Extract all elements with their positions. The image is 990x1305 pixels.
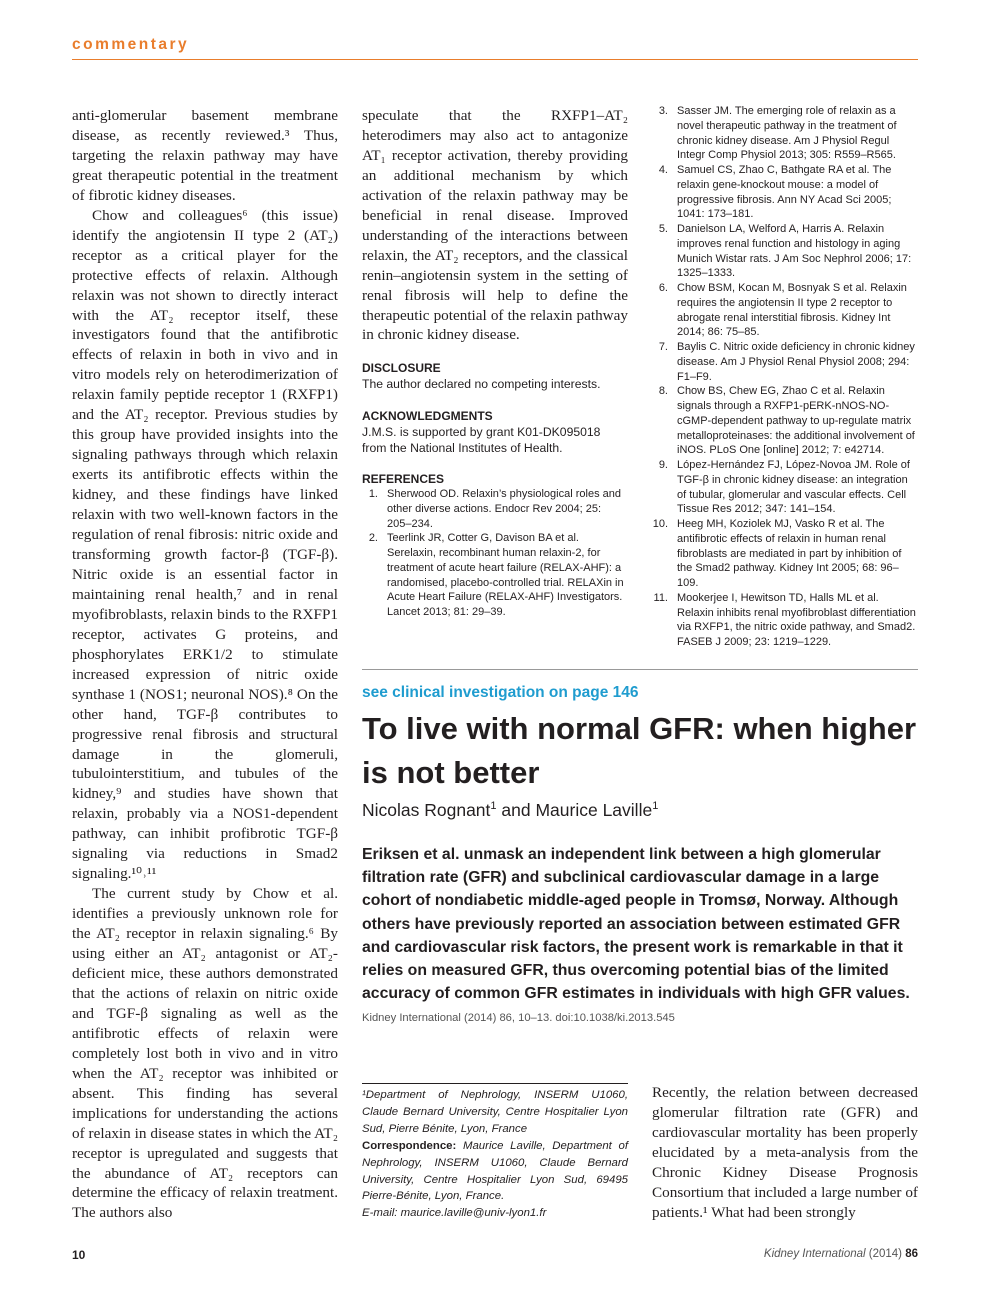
affiliation-rule xyxy=(362,1083,628,1084)
correspondence-email[interactable]: E-mail: maurice.laville@univ-lyon1.fr xyxy=(362,1207,547,1220)
reference-item: 11. Mookerjee I, Hewitson TD, Halls ML et al. Relaxin inhibits renal myofibroblast differentiation via RXFP1, the nitric oxide pathway, and Smad2. FASEB J 2009; 23: 1219–1229. xyxy=(653,591,916,648)
references-list-b xyxy=(652,104,918,650)
journal-year: (2014) xyxy=(865,1248,906,1260)
col1-paragraph-3: The current study by Chow et al. identifies a previously unknown role for the AT₂ receptor in relaxin signaling.⁶ By using either an AT₂ antagonist or AT₂-deficient mice, these authors demonstrated that the actions of relaxin on nitric oxide and TGF-β signaling as well as the antifibrotic effects of relaxin were completely lost both in vivo and in vitro when the AT₂ receptor was inhibited or absent. This finding has several implications for understanding the actions of relaxin in disease states in which the AT₂ receptor is upregulated and suggests that the abundance of AT₂ receptors can determine the efficacy of relaxin treatment. The authors also xyxy=(72,885,338,1222)
disclosure-heading: DISCLOSURE xyxy=(362,361,441,376)
author-conjunction: and xyxy=(496,800,536,820)
author-2-affiliation-mark: 1 xyxy=(652,800,659,813)
article-citation: Kidney International (2014) 86, 10–13. doi:10.1038/ki.2013.545 xyxy=(362,1012,675,1024)
column-3 xyxy=(652,104,918,650)
reference-item: 9. López-Hernández FJ, López-Novoa JM. Role of TGF-β in chronic kidney disease: an integration of tubular, glomerular and vascular effects. Cell Tissue Res 2012; 347: 141–154. xyxy=(658,459,910,516)
disclosure-text: The author declared no competing interests. xyxy=(362,377,601,392)
reference-item: 8. Chow BS, Chew EG, Zhao C et al. Relaxin signals through a RXFP1-pERK-nNOS-NO-cGMP-dependent pathway to up-regulate matrix metalloproteinases: the additional involvement of iNOS. PLoS One [online] 2012; 7: e42714. xyxy=(658,385,915,457)
affiliation-text: ¹Department of Nephrology, INSERM U1060, Claude Bernard University, Centre Hospitalier Lyon Sud, Pierre Bénite, Lyon, France xyxy=(362,1089,628,1135)
column-2 xyxy=(362,106,628,620)
acknowledgments-heading: ACKNOWLEDGMENTS xyxy=(362,408,493,423)
author-2: Maurice Laville xyxy=(535,800,653,820)
col1-paragraph-1: anti-glomerular basement membrane disease, as recently reviewed.³ Thus, targeting the relaxin pathway may have great therapeutic potential in the treatment of fibrotic kidney diseases. xyxy=(72,107,338,204)
references-list-a xyxy=(362,487,628,620)
reference-item: 10. Heeg MH, Koziolek MJ, Vasko R et al. The antifibrotic effects of relaxin in human renal fibroblasts are mediated in part by inhibition of the Smad2 pathway. Kidney Int 2005; 68: 96–109. xyxy=(652,518,902,589)
article-body-column xyxy=(652,1083,918,1223)
reference-item: 7. Baylis C. Nitric oxide deficiency in chronic kidney disease. Am J Physiol Renal Physiol 2008; 294: F1–F9. xyxy=(658,341,915,383)
col2-paragraph-1: speculate that the RXFP1–AT₂ heterodimers may also act to antagonize AT₁ receptor activation, thereby providing an additional mechanism by which activation of the relaxin pathway may be beneficial in renal disease. Improved understanding of the interactions between relaxin, the AT₂ receptors, and the classical renin–angiotensin system in the setting of renal fibrosis will help to define the therapeutic potential of the relaxin pathway in chronic kidney disease. xyxy=(362,107,628,344)
journal-footer xyxy=(764,1248,918,1260)
author-line xyxy=(362,800,658,821)
see-clinical-investigation-link[interactable]: see clinical investigation on page 146 xyxy=(362,684,639,701)
page-number: 10 xyxy=(72,1248,86,1262)
correspondence-text: Maurice Laville, Department of Nephrology, INSERM U1060, Claude Bernard University, Centre Hospitalier Lyon Sud, 69495 Pierre-Bénite, Lyon, France. xyxy=(362,1139,628,1203)
journal-volume: 86 xyxy=(905,1248,918,1260)
reference-item: 3. Sasser JM. The emerging role of relaxin as a novel therapeutic pathway in the treatment of chronic kidney disease. Am J Physiol Regul Integr Comp Physiol 2013; 305: R559–R565. xyxy=(658,105,897,162)
author-1-affiliation-mark: 1 xyxy=(490,800,497,813)
col1-paragraph-2: Chow and colleagues⁶ (this issue) identify the angiotensin II type 2 (AT₂) receptor as a critical player for the protective effects of relaxin. Although relaxin was not shown to directly interact with the AT₂ receptor itself, these investigators found that the antifibrotic effects of relaxin in both in vivo and in vitro models rely on heterodimerization of relaxin family peptide receptor 1 (RXFP1) and the AT₂ receptor. Previous studies by this group have provided insights into the signaling pathways through which relaxin exerts its antifibrotic effects within the kidney, and these findings have linked relaxin with two well-known factors in the regulation of renal fibrosis: nitric oxide and transforming growth factor-β (TGF-β). Nitric oxide is an essential factor in maintaining renal health,⁷ and in renal myofibroblasts, relaxin binds to the RXFP1 receptor, activates G proteins, and phosphorylates ERK1/2 to stimulate increased expression of nitric oxide synthase 1 (NOS1; neuronal NOS).⁸ On the other hand, TGF-β contributes to progressive renal fibrosis and structural damage in the glomeruli, tubulointerstitium, and tubules of the kidney,⁹ and studies have shown that relaxin, probably via a NOS1-dependent pathway, can inhibit profibrotic TGF-β signaling via reductions in Smad2 signaling.¹⁰˒¹¹ xyxy=(72,206,338,883)
article-divider xyxy=(362,669,918,670)
author-1: Nicolas Rognant xyxy=(362,800,491,820)
correspondence-label: Correspondence: xyxy=(362,1139,457,1152)
acknowledgments-text: J.M.S. is supported by grant K01-DK095018 from the National Institutes of Health. xyxy=(362,424,601,455)
section-label: commentary xyxy=(72,36,190,53)
article-title: To live with normal GFR: when higher is not better xyxy=(362,711,917,790)
article-body-paragraph: Recently, the relation between decreased glomerular filtration rate (GFR) and cardiovascular mortality has been properly elucidated by a meta-analysis from the Chronic Kidney Disease Prognosis Consortium that included a large number of patients.¹ What had been strongly xyxy=(652,1084,918,1221)
journal-name: Kidney International xyxy=(763,1248,866,1260)
reference-item: 1. Sherwood OD. Relaxin’s physiological roles and other diverse actions. Endocr Rev 2004; 25: 205–234. xyxy=(368,488,621,530)
article-abstract: Eriksen et al. unmask an independent link between a high glomerular filtration rate (GFR) and subclinical cardiovascular damage in a large cohort of nondiabetic middle-aged people in Tromsø, Norway. Although others have previously reported an association between estimated GFR and cardiovascular risk factors, the present work is remarkable in that it relies on measured GFR, thus overcoming potential bias of the limited accuracy of common GFR estimates in individuals with high GFR values. xyxy=(362,846,910,1003)
reference-item: 4. Samuel CS, Zhao C, Bathgate RA et al. The relaxin gene-knockout mouse: a model of progressive fibrosis. Ann NY Acad Sci 2005; 1041: 173–181. xyxy=(658,164,892,221)
references-heading: REFERENCES xyxy=(362,472,445,487)
column-1 xyxy=(72,106,338,1223)
reference-item: 5. Danielson LA, Welford A, Harris A. Relaxin improves renal function and histology in aging Munich Wistar rats. J Am Soc Nephrol 2006; 17: 1325–1333. xyxy=(658,223,912,280)
affiliation-block xyxy=(362,1087,628,1222)
reference-item: 2. Teerlink JR, Cotter G, Davison BA et al. Serelaxin, recombinant human relaxin-2, for treatment of acute heart failure (RELAX-AHF): a randomised, placebo-controlled trial. RELAXin in Acute Heart Failure (RELAX-AHF) Investigators. Lancet 2013; 81: 29–39. xyxy=(368,532,624,619)
header-rule xyxy=(72,59,918,60)
reference-item: 6. Chow BSM, Kocan M, Bosnyak S et al. Relaxin requires the angiotensin II type 2 receptor to abrogate renal interstitial fibrosis. Kidney Int 2014; 86: 75–85. xyxy=(658,282,907,339)
